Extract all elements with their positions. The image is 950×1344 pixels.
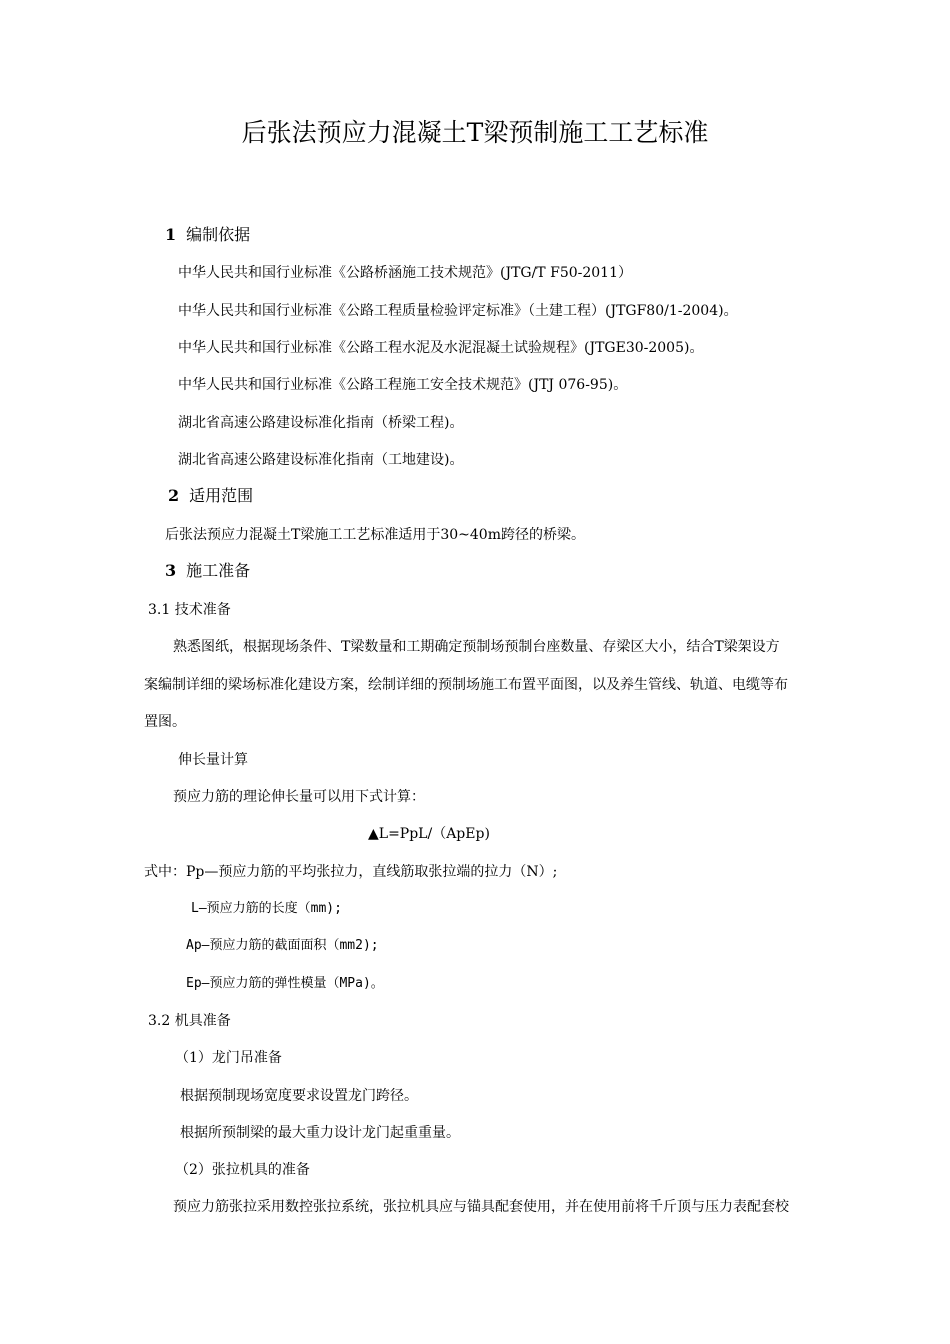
section-title: 适用范围 xyxy=(189,486,254,505)
formula-where: 式中：Pp—预应力筋的平均张拉力，直线筋取张拉端的拉力（N）; xyxy=(144,864,558,880)
section-title: 编制依据 xyxy=(186,225,251,244)
reference-item: 中华人民共和国行业标准《公路工程施工安全技术规范》(JTJ 076-95)。 xyxy=(178,377,628,393)
item-line: 根据预制现场宽度要求设置龙门跨径。 xyxy=(180,1088,418,1104)
section-number: 3 xyxy=(165,561,177,580)
page-title: 后张法预应力混凝土T梁预制施工工艺标准 xyxy=(241,118,709,147)
calc-intro: 预应力筋的理论伸长量可以用下式计算： xyxy=(173,789,425,805)
section-1-heading xyxy=(165,225,250,245)
section-number: 1 xyxy=(165,225,177,244)
subsection-heading: 3.2 机具准备 xyxy=(148,1013,231,1029)
item-heading: （2）张拉机具的准备 xyxy=(175,1162,310,1178)
formula-definition: L—预应力筋的长度（mm); xyxy=(191,901,342,916)
reference-item: 湖北省高速公路建设标准化指南（桥梁工程)。 xyxy=(178,415,464,431)
reference-item: 中华人民共和国行业标准《公路桥涵施工技术规范》(JTG/T F50-2011） xyxy=(178,265,632,281)
calc-heading: 伸长量计算 xyxy=(178,752,248,768)
item-heading: （1）龙门吊准备 xyxy=(175,1050,282,1066)
item-line: 预应力筋张拉采用数控张拉系统，张拉机具应与锚具配套使用，并在使用前将千斤顶与压力表配套校 xyxy=(173,1199,789,1215)
formula-definition: Ap—预应力筋的截面面积（mm2); xyxy=(186,938,379,953)
scope-text: 后张法预应力混凝土T梁施工工艺标准适用于30~40m跨径的桥梁。 xyxy=(165,527,585,543)
formula: ▲L=PpL/（ApEp) xyxy=(368,826,490,842)
paragraph-line: 置图。 xyxy=(144,714,186,730)
paragraph-line: 案编制详细的梁场标准化建设方案，绘制详细的预制场施工布置平面图，以及养生管线、轨道、电缆等布 xyxy=(144,677,788,693)
section-number: 2 xyxy=(168,486,180,505)
section-3-heading xyxy=(165,561,250,581)
reference-item: 湖北省高速公路建设标准化指南（工地建设)。 xyxy=(178,452,464,468)
section-title: 施工准备 xyxy=(186,561,251,580)
item-line: 根据所预制梁的最大重力设计龙门起重重量。 xyxy=(180,1125,460,1141)
subsection-heading: 3.1 技术准备 xyxy=(148,602,231,618)
formula-definition: Ep—预应力筋的弹性模量（MPa)。 xyxy=(186,976,384,991)
reference-item: 中华人民共和国行业标准《公路工程水泥及水泥混凝土试验规程》(JTGE30-2005)。 xyxy=(178,340,704,356)
paragraph-line: 熟悉图纸，根据现场条件、T梁数量和工期确定预制场预制台座数量、存梁区大小，结合T梁架设方 xyxy=(173,639,780,655)
section-2-heading xyxy=(168,486,253,506)
reference-item: 中华人民共和国行业标准《公路工程质量检验评定标准》（土建工程）(JTGF80/1-2004)。 xyxy=(178,303,738,319)
